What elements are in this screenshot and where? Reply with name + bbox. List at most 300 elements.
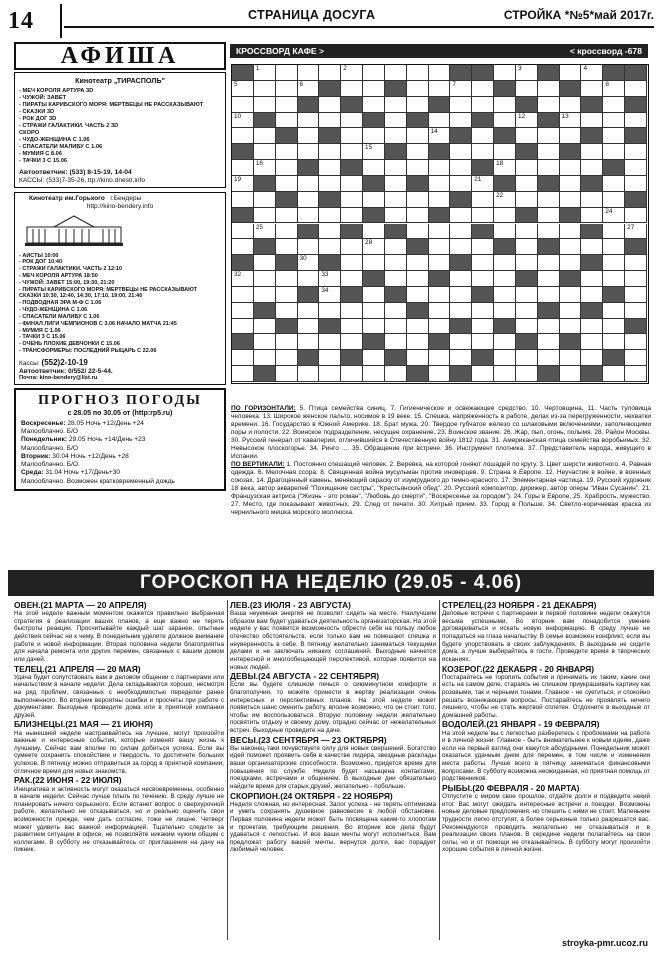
crossword-cell[interactable] [319,366,341,382]
crossword-cell[interactable] [581,350,603,366]
crossword-cell[interactable] [319,287,341,303]
crossword-cell[interactable] [363,319,385,335]
crossword-cell[interactable] [472,97,494,113]
crossword-cell[interactable] [298,208,320,224]
crossword-cell[interactable] [581,239,603,255]
crossword-cell[interactable] [581,271,603,287]
crossword-cell[interactable] [581,81,603,97]
crossword-cell[interactable] [407,334,429,350]
crossword-cell[interactable] [276,160,298,176]
crossword-cell[interactable] [407,287,429,303]
crossword-cell[interactable] [298,144,320,160]
crossword-block [581,366,603,382]
crossword-cell[interactable] [385,128,407,144]
crossword-cell[interactable] [603,366,625,382]
crossword-cell[interactable] [276,208,298,224]
crossword-cell[interactable] [429,192,451,208]
crossword-cell[interactable] [494,160,516,176]
crossword-cell[interactable] [560,65,582,81]
crossword-cell[interactable] [538,334,560,350]
crossword-cell[interactable] [407,192,429,208]
crossword-cell[interactable] [276,81,298,97]
crossword-cell[interactable] [254,81,276,97]
crossword-cell[interactable] [560,160,582,176]
crossword-cell[interactable] [494,287,516,303]
crossword-cell[interactable] [472,303,494,319]
crossword-cell[interactable] [560,287,582,303]
crossword-cell[interactable] [429,81,451,97]
crossword-cell[interactable] [385,271,407,287]
crossword-cell[interactable] [385,334,407,350]
crossword-cell[interactable] [560,319,582,335]
crossword-cell[interactable] [254,65,276,81]
crossword-cell[interactable] [494,271,516,287]
crossword-cell[interactable] [276,287,298,303]
crossword-cell[interactable] [341,271,363,287]
crossword-cell[interactable] [494,97,516,113]
crossword-cell[interactable] [538,160,560,176]
crossword-cell[interactable] [363,160,385,176]
crossword-cell[interactable] [407,271,429,287]
crossword-cell[interactable] [341,255,363,271]
crossword-cell[interactable] [603,128,625,144]
crossword-cell[interactable] [538,224,560,240]
crossword-cell[interactable] [625,176,647,192]
crossword-cell[interactable] [407,350,429,366]
crossword-cell[interactable] [232,224,254,240]
crossword-cell[interactable] [276,303,298,319]
crossword-cell[interactable] [319,208,341,224]
crossword-cell[interactable] [625,113,647,129]
horoscope-sign-title: ОВЕН.(21 МАРТА — 20 АПРЕЛЯ) [14,600,147,610]
crossword-cell[interactable] [472,128,494,144]
crossword-cell[interactable] [581,160,603,176]
crossword-cell[interactable] [429,287,451,303]
crossword-cell[interactable] [407,65,429,81]
crossword-cell[interactable] [429,239,451,255]
crossword-cell[interactable] [341,192,363,208]
crossword-cell[interactable] [298,113,320,129]
crossword-cell[interactable] [429,255,451,271]
crossword-cell[interactable] [494,350,516,366]
crossword-cell[interactable] [560,176,582,192]
crossword-cell[interactable] [232,271,254,287]
crossword-cell[interactable] [276,97,298,113]
crossword-cell[interactable] [341,319,363,335]
site-url[interactable]: stroyka-pmr.ucoz.ru [558,938,652,949]
crossword-cell[interactable] [429,224,451,240]
crossword-block [319,128,341,144]
crossword-cell[interactable] [625,271,647,287]
crossword-cell[interactable] [341,303,363,319]
crossword-cell[interactable] [363,350,385,366]
crossword-cell[interactable] [232,239,254,255]
crossword-cell[interactable] [276,366,298,382]
crossword-cell[interactable] [472,176,494,192]
crossword-cell[interactable] [450,287,472,303]
crossword-block [625,319,647,335]
crossword-cell[interactable] [232,113,254,129]
crossword-cell[interactable] [385,366,407,382]
crossword-cell[interactable] [341,65,363,81]
crossword-cell[interactable] [516,65,538,81]
crossword-cell[interactable] [341,334,363,350]
crossword-cell[interactable] [319,97,341,113]
crossword-cell[interactable] [560,366,582,382]
crossword-cell-number: 5 [234,80,238,88]
crossword-cell[interactable] [560,303,582,319]
cinema-gorky [14,192,226,385]
crossword-cell[interactable] [319,350,341,366]
crossword-cell[interactable] [341,366,363,382]
crossword-cell[interactable] [341,176,363,192]
crossword-cell[interactable] [581,319,603,335]
crossword-cell[interactable] [429,128,451,144]
crossword-cell[interactable] [603,224,625,240]
crossword-cell[interactable] [298,334,320,350]
crossword-cell[interactable] [254,160,276,176]
crossword-cell[interactable] [625,160,647,176]
crossword-cell[interactable] [516,176,538,192]
crossword-cell[interactable] [254,144,276,160]
crossword-cell[interactable] [450,176,472,192]
crossword-cell-number: 27 [627,223,635,231]
crossword-cell[interactable] [450,239,472,255]
crossword-cell[interactable] [625,81,647,97]
crossword-cell[interactable] [254,208,276,224]
crossword-cell[interactable] [319,224,341,240]
film-item: - МУМИЯ С 8.06 [19,151,63,158]
crossword-cell[interactable] [407,160,429,176]
crossword-cell[interactable] [516,319,538,335]
crossword-cell[interactable] [516,128,538,144]
crossword-cell[interactable] [472,208,494,224]
crossword-cell[interactable] [276,113,298,129]
crossword-cell[interactable] [232,192,254,208]
crossword-cell[interactable] [276,224,298,240]
crossword-cell[interactable] [385,208,407,224]
crossword-cell[interactable] [450,350,472,366]
crossword-cell[interactable] [494,255,516,271]
crossword-cell[interactable] [603,303,625,319]
crossword-cell[interactable] [363,81,385,97]
horoscope-sign-title: РЫБЫ.(20 ФЕВРАЛЯ - 20 МАРТА) [442,782,580,793]
crossword-cell[interactable] [538,128,560,144]
crossword-cell[interactable] [319,113,341,129]
crossword-cell[interactable] [625,224,647,240]
crossword-cell-number: 12 [517,112,526,120]
crossword-cell[interactable] [450,144,472,160]
crossword-cell[interactable] [538,255,560,271]
crossword-cell[interactable] [625,350,647,366]
crossword-cell[interactable] [494,144,516,160]
crossword-cell[interactable] [472,81,494,97]
crossword-cell[interactable] [603,319,625,335]
crossword-cell[interactable] [538,144,560,160]
crossword-cell[interactable] [472,192,494,208]
crossword-cell[interactable] [603,144,625,160]
crossword-cell[interactable] [363,65,385,81]
crossword-cell[interactable] [516,160,538,176]
crossword-cell[interactable] [581,334,603,350]
crossword-cell[interactable] [232,303,254,319]
crossword-cell[interactable] [472,239,494,255]
crossword-cell[interactable] [494,334,516,350]
crossword-cell[interactable] [298,192,320,208]
crossword-cell[interactable] [363,287,385,303]
crossword-cell[interactable] [429,303,451,319]
crossword-cell[interactable] [276,350,298,366]
crossword-cell[interactable] [516,255,538,271]
crossword-cell[interactable] [298,65,320,81]
crossword-cell[interactable] [341,113,363,129]
crossword-cell[interactable] [516,113,538,129]
crossword-cell-number: 14 [430,128,438,136]
crossword-cell[interactable] [276,334,298,350]
crossword-cell[interactable] [298,239,320,255]
crossword-cell[interactable] [232,81,254,97]
crossword-cell[interactable] [298,271,320,287]
crossword-cell[interactable] [625,144,647,160]
crossword-cell[interactable] [625,303,647,319]
crossword-cell-number: 10 [234,112,242,120]
crossword-cell[interactable] [232,287,254,303]
crossword-cell[interactable] [232,366,254,382]
crossword-cell[interactable] [429,350,451,366]
crossword-cell[interactable] [232,160,254,176]
crossword-cell[interactable] [363,144,385,160]
crossword-cell[interactable] [254,334,276,350]
crossword-cell[interactable] [363,192,385,208]
crossword-cell[interactable] [450,113,472,129]
crossword-cell[interactable] [429,160,451,176]
crossword-cell[interactable] [625,334,647,350]
weather-day-temp: 30.04 Ночь +12/День +28 [52,452,129,460]
crossword-cell[interactable] [232,128,254,144]
crossword-cell[interactable] [341,208,363,224]
crossword-cell[interactable] [319,239,341,255]
crossword-cell[interactable] [560,224,582,240]
crossword-cell[interactable] [407,144,429,160]
crossword-cell[interactable] [407,97,429,113]
crossword-cell[interactable] [276,176,298,192]
crossword-cell[interactable] [581,287,603,303]
crossword-cell[interactable] [319,271,341,287]
crossword-cell[interactable] [560,97,582,113]
film-item: - ПОДВОДНАЯ ЭРА М-Ф С 1.06 [19,300,102,307]
crossword-cell[interactable] [298,366,320,382]
crossword-cell[interactable] [298,81,320,97]
crossword-cell[interactable] [254,97,276,113]
crossword-cell[interactable] [516,239,538,255]
crossword-cell[interactable] [560,255,582,271]
crossword-cell[interactable] [538,97,560,113]
crossword-cell[interactable] [254,319,276,335]
crossword-cell[interactable] [603,81,625,97]
crossword-cell[interactable] [276,239,298,255]
crossword-cell[interactable] [429,65,451,81]
crossword-cell[interactable] [581,65,603,81]
crossword-cell[interactable] [625,208,647,224]
crossword-cell[interactable] [581,113,603,129]
crossword-cell-number: 28 [365,239,373,247]
crossword-cell[interactable] [625,255,647,271]
crossword-cell[interactable] [603,192,625,208]
crossword-cell[interactable] [363,224,385,240]
crossword-cell[interactable] [516,287,538,303]
crossword-cell[interactable] [450,160,472,176]
crossword-cell[interactable] [450,303,472,319]
crossword-cell[interactable] [450,81,472,97]
crossword-cell[interactable] [232,176,254,192]
crossword-cell[interactable] [603,271,625,287]
crossword-cell[interactable] [494,224,516,240]
crossword-cell[interactable] [385,113,407,129]
crossword-cell[interactable] [603,208,625,224]
crossword-cell[interactable] [254,192,276,208]
horoscope-sign-title: ВЕСЫ.(23 СЕНТЯБРЯ — 23 ОКТЯБРЯ) [230,734,387,745]
crossword-cell[interactable] [407,128,429,144]
crossword-cell[interactable] [319,303,341,319]
crossword-cell[interactable] [341,144,363,160]
crossword-cell[interactable] [560,239,582,255]
crossword-cell[interactable] [407,224,429,240]
crossword-cell[interactable] [385,97,407,113]
crossword-cell[interactable] [494,113,516,129]
crossword-cell[interactable] [560,350,582,366]
crossword-cell[interactable] [429,319,451,335]
crossword-cell[interactable] [341,81,363,97]
crossword-cell[interactable] [450,334,472,350]
crossword-cell[interactable] [254,287,276,303]
crossword-cell[interactable] [429,176,451,192]
crossword-cell[interactable] [254,224,276,240]
crossword-cell[interactable] [472,319,494,335]
crossword-cell[interactable] [363,255,385,271]
crossword-cell[interactable] [429,113,451,129]
crossword-block [407,303,429,319]
crossword-cell[interactable] [407,319,429,335]
crossword-cell[interactable] [516,303,538,319]
crossword-cell[interactable] [385,176,407,192]
crossword-cell[interactable] [472,271,494,287]
crossword-cell[interactable] [385,239,407,255]
crossword-cell[interactable] [385,255,407,271]
crossword-cell[interactable] [625,366,647,382]
crossword-cell[interactable] [603,97,625,113]
crossword-cell[interactable] [232,319,254,335]
crossword-cell[interactable] [276,144,298,160]
crossword-cell[interactable] [538,350,560,366]
crossword-cell[interactable] [276,65,298,81]
crossword-cell[interactable] [319,334,341,350]
crossword-cell[interactable] [232,97,254,113]
crossword-cell[interactable] [581,192,603,208]
crossword-cell[interactable] [298,303,320,319]
crossword-cell[interactable] [385,192,407,208]
crossword-cell[interactable] [603,113,625,129]
crossword-cell[interactable] [363,239,385,255]
crossword-cell[interactable] [625,287,647,303]
crossword-cell[interactable] [298,255,320,271]
crossword-cell[interactable] [319,176,341,192]
crossword-cell[interactable] [560,192,582,208]
crossword-cell[interactable] [494,303,516,319]
crossword-cell[interactable] [516,366,538,382]
crossword-cell[interactable] [450,97,472,113]
crossword-cell[interactable] [603,239,625,255]
crossword-cell[interactable] [472,144,494,160]
crossword-cell[interactable] [407,208,429,224]
crossword-cell[interactable] [581,144,603,160]
crossword-cell[interactable] [254,128,276,144]
crossword-cell[interactable] [319,160,341,176]
crossword-cell[interactable] [538,192,560,208]
crossword-cell[interactable] [276,271,298,287]
crossword-cell[interactable] [450,208,472,224]
crossword-cell[interactable] [232,350,254,366]
crossword-cell[interactable] [385,160,407,176]
crossword-cell[interactable] [385,303,407,319]
crossword-cell[interactable] [538,208,560,224]
crossword-cell[interactable] [494,366,516,382]
crossword-cell[interactable] [363,303,385,319]
crossword-cell[interactable] [538,271,560,287]
crossword-cell[interactable] [385,319,407,335]
crossword-cell[interactable] [298,128,320,144]
crossword-cell[interactable] [319,144,341,160]
crossword-cell[interactable] [450,271,472,287]
crossword-cell[interactable] [341,128,363,144]
crossword-cell[interactable] [472,334,494,350]
crossword-cell[interactable] [385,65,407,81]
crossword-cell[interactable] [494,208,516,224]
crossword-cell[interactable] [538,81,560,97]
crossword-cell[interactable] [298,176,320,192]
crossword-cell[interactable] [254,271,276,287]
crossword-cell[interactable] [581,208,603,224]
crossword-cell[interactable] [363,128,385,144]
crossword-cell[interactable] [516,192,538,208]
cinema-gorky-title: Кинотеатр им.Горького [29,194,105,202]
crossword-cell[interactable] [298,319,320,335]
crossword-cell[interactable] [254,350,276,366]
crossword-cell[interactable] [494,65,516,81]
crossword-cell[interactable] [429,366,451,382]
crossword-cell[interactable] [254,255,276,271]
crossword-cell[interactable] [603,255,625,271]
crossword-cell[interactable] [363,366,385,382]
crossword-cell[interactable] [560,128,582,144]
crossword-cell[interactable] [538,287,560,303]
crossword-cell[interactable] [319,65,341,81]
crossword-cell[interactable] [450,224,472,240]
crossword-cell[interactable] [341,239,363,255]
crossword-cell[interactable] [494,192,516,208]
crossword-cell[interactable] [472,366,494,382]
crossword-cell[interactable] [603,176,625,192]
crossword-cell[interactable] [407,81,429,97]
crossword-cell[interactable] [603,334,625,350]
crossword-cell[interactable] [516,81,538,97]
crossword-cell[interactable] [516,224,538,240]
crossword-cell[interactable] [560,113,582,129]
crossword-cell[interactable] [407,255,429,271]
crossword-cell[interactable] [538,319,560,335]
crossword-cell[interactable] [472,255,494,271]
crossword-cell[interactable] [363,97,385,113]
crossword-cell[interactable] [516,350,538,366]
